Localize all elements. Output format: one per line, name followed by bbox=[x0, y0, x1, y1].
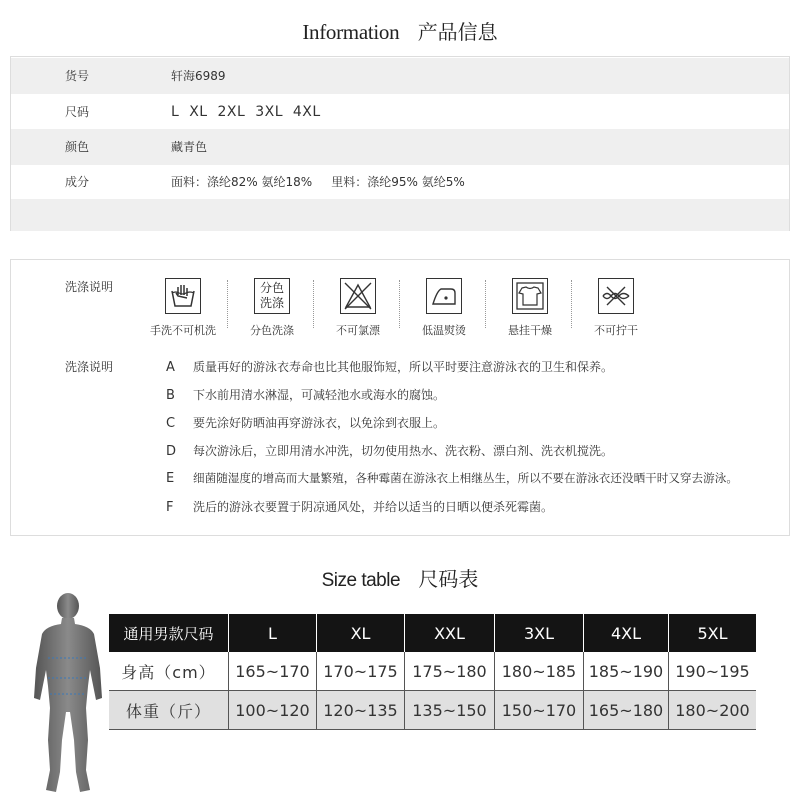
care-rules-label: 洗涤说明 bbox=[65, 360, 114, 374]
male-figure-illustration bbox=[28, 590, 108, 800]
size-table-header bbox=[109, 614, 756, 652]
size-cell: 190~195 bbox=[669, 652, 757, 691]
size-cell: 150~170 bbox=[495, 691, 584, 730]
icon-caption: 分色洗涤 bbox=[250, 324, 294, 337]
icon-caption: 不可氯漂 bbox=[336, 324, 380, 337]
rule-text: 要先涂好防晒油再穿游泳衣，以免涂到衣服上。 bbox=[193, 416, 446, 430]
size-header-cell: 4XL bbox=[584, 614, 669, 652]
icon-caption: 手洗不可机洗 bbox=[150, 324, 216, 337]
icon-caption: 不可拧干 bbox=[594, 324, 638, 337]
rule-letter: F bbox=[166, 500, 174, 515]
size-cell: 175~180 bbox=[405, 652, 495, 691]
info-value: 藏青色 bbox=[171, 140, 208, 154]
info-row-color bbox=[11, 129, 789, 165]
info-row-material bbox=[11, 164, 789, 200]
info-label: 颜色 bbox=[65, 140, 90, 154]
rule-text: 洗后的游泳衣要置于阴凉通风处，并给以适当的日晒以便杀死霉菌。 bbox=[193, 500, 554, 514]
rule-letter: B bbox=[166, 388, 175, 403]
product-info-table bbox=[10, 56, 790, 231]
no-wring-icon bbox=[598, 278, 634, 314]
info-row-size bbox=[11, 94, 789, 130]
care-icon-no-wring bbox=[575, 278, 657, 338]
hang-dry-icon bbox=[512, 278, 548, 314]
low-iron-icon bbox=[426, 278, 462, 314]
care-rule bbox=[166, 386, 445, 403]
size-cell: 180~185 bbox=[495, 652, 584, 691]
rule-letter: A bbox=[166, 360, 175, 375]
size-row-header: 体重（斤） bbox=[109, 691, 229, 730]
size-cell: 165~170 bbox=[229, 652, 317, 691]
care-icons-label: 洗涤说明 bbox=[65, 280, 114, 294]
info-heading-cn: 产品信息 bbox=[417, 20, 498, 44]
info-label: 货号 bbox=[65, 69, 90, 83]
care-icon-low-iron bbox=[403, 278, 485, 338]
icon-divider bbox=[313, 280, 314, 328]
size-header-cell: 通用男款尺码 bbox=[109, 614, 229, 652]
rule-text: 下水前用清水淋湿，可减轻池水或海水的腐蚀。 bbox=[193, 388, 446, 402]
rule-letter: E bbox=[166, 471, 175, 486]
care-icon-hand-wash bbox=[142, 278, 224, 338]
hand-wash-icon bbox=[165, 278, 201, 314]
size-heading bbox=[0, 563, 800, 592]
info-heading-en: Information bbox=[302, 20, 400, 44]
rule-letter: D bbox=[166, 444, 177, 459]
icon-divider bbox=[227, 280, 228, 328]
size-header-cell: 3XL bbox=[495, 614, 584, 652]
size-row-header: 身高（cm） bbox=[109, 652, 229, 691]
info-value: L XL 2XL 3XL 4XL bbox=[171, 104, 321, 120]
rule-text: 每次游泳后，立即用清水冲洗，切勿使用热水、洗衣粉、漂白剂、洗衣机搅洗。 bbox=[193, 444, 614, 458]
size-cell: 100~120 bbox=[229, 691, 317, 730]
rule-text: 质量再好的游泳衣寿命也比其他服饰短，所以平时要注意游泳衣的卫生和保养。 bbox=[193, 360, 614, 374]
size-header-cell: L bbox=[229, 614, 317, 652]
size-cell: 165~180 bbox=[584, 691, 669, 730]
info-value: 轩海6989 bbox=[171, 69, 226, 83]
care-rule bbox=[166, 414, 445, 431]
care-rule bbox=[166, 470, 738, 486]
care-icon-wash-separately bbox=[231, 278, 313, 338]
size-row-weight bbox=[109, 691, 756, 730]
icon-divider bbox=[571, 280, 572, 328]
size-cell: 185~190 bbox=[584, 652, 669, 691]
size-table bbox=[109, 614, 756, 730]
icon-divider bbox=[485, 280, 486, 328]
wash-separately-icon: 分色 洗涤 bbox=[254, 278, 290, 314]
care-rule bbox=[166, 442, 613, 459]
size-heading-en: Size table bbox=[321, 570, 401, 591]
care-rule bbox=[166, 498, 553, 515]
no-bleach-icon bbox=[340, 278, 376, 314]
info-row-item-no bbox=[11, 58, 789, 94]
info-heading bbox=[0, 16, 800, 45]
care-rule bbox=[166, 358, 613, 375]
rule-text: 细菌随湿度的增高而大量繁殖，各种霉菌在游泳衣上相继丛生，所以不要在游泳衣还没晒干时又穿去游泳。 bbox=[193, 471, 738, 485]
size-header-cell: 5XL bbox=[669, 614, 757, 652]
icon-divider bbox=[399, 280, 400, 328]
icon-caption: 低温熨烫 bbox=[422, 324, 466, 337]
info-label: 尺码 bbox=[65, 105, 90, 119]
care-icon-no-bleach bbox=[317, 278, 399, 338]
size-cell: 120~135 bbox=[317, 691, 405, 730]
size-row-height bbox=[109, 652, 756, 691]
info-value: 面料：涤纶82% 氨纶18% 里料：涤纶95% 氨纶5% bbox=[171, 175, 465, 189]
size-heading-cn: 尺码表 bbox=[418, 567, 479, 591]
size-header-cell: XL bbox=[317, 614, 405, 652]
size-cell: 180~200 bbox=[669, 691, 757, 730]
icon-caption: 悬挂干燥 bbox=[508, 324, 552, 337]
care-icon-hang-dry bbox=[489, 278, 571, 338]
info-row-empty bbox=[11, 199, 789, 231]
size-cell: 170~175 bbox=[317, 652, 405, 691]
size-header-cell: XXL bbox=[405, 614, 495, 652]
size-cell: 135~150 bbox=[405, 691, 495, 730]
care-instructions-box bbox=[10, 259, 790, 536]
rule-letter: C bbox=[166, 416, 176, 431]
info-label: 成分 bbox=[65, 175, 90, 189]
